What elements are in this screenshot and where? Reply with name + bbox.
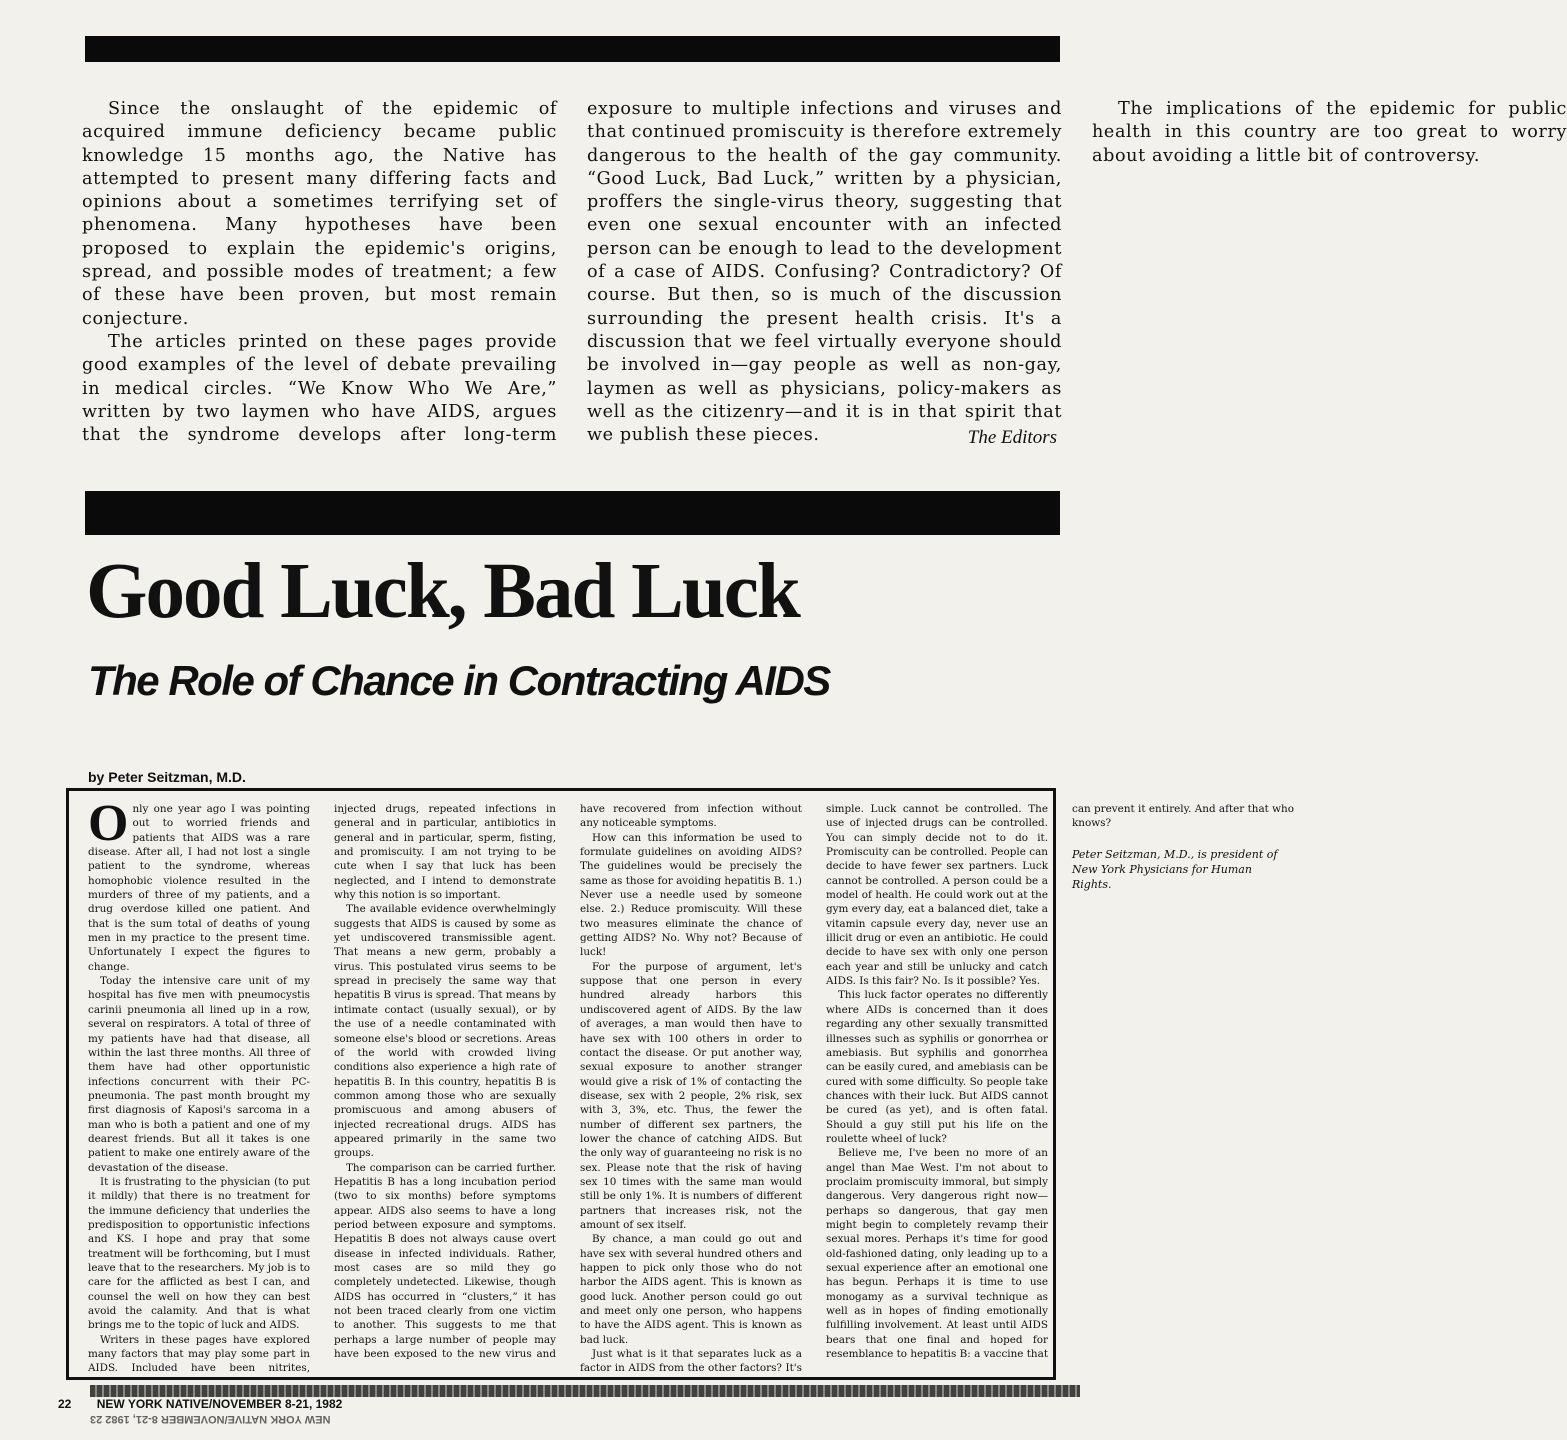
article-paragraph: This luck factor operates no differently where AIDs is concerned than it does regarding any other sexually transmitted illnesses such as syphilis or gonorrhea or amebiasis. But syphilis and gonorrhea can be easily cured, and amebiasis can be cured with some difficulty. So people take chances with their luck. But AIDS cannot be cured (as yet), and is often fatal. Should a guy still put his life on the roulette wheel of luck? xyxy=(826,989,1048,1145)
article-headline: Good Luck, Bad Luck xyxy=(86,548,799,635)
article-paragraph: The comparison can be carried further. Hepatitis B has a long incubation period (two to six months) before symptoms appear. AIDS also seems to have a long period between exposure and symptoms. Hepatitis B does not always cause overt disease in infected individuals. Rather, most cases are so mild they go completely undetected. Likewise, though AIDS has occurred in “clusters,” it has not been traced clearly from one victim to another. This suggests to me that perhaps a large number of people may have been exposed to the new virus and have recovered from infection without any noticeable symptoms. xyxy=(334,803,802,1361)
editors-signature: The Editors xyxy=(967,427,1057,448)
mirrored-footer-text: NEW YORK NATIVE/NOVEMBER 8-21, 1982 23 xyxy=(90,1413,331,1425)
article-paragraph: Just what is it that separates luck as a factor in AIDS from the other factors? It's simple. Luck cannot be controlled. The use of injected drugs can be controlled. You can simply decide not to do it. Promiscuity can be controlled. People can decide to have fewer sex partners. Luck cannot be controlled. A person could be a model of health. He could work out at the gym every day, eat a balanced diet, take a vitamin capsule every day, never use an illicit drug or even an antibiotic. He could decide to have sex with only one person each year and still be unlucky and catch AIDS. Is this fair? No. Is it possible? Yes. xyxy=(580,803,1048,1375)
article-body xyxy=(88,795,1294,1377)
article-paragraph: The available evidence overwhelmingly suggests that AIDS is caused by some as yet undiscovered transmissible agent. That means a new germ, probably a virus. This postulated virus seems to be spread in precisely the same way that hepatitis B virus is spread. That means by intimate contact (usually sexual), or by the use of a needle contaminated with someone else's blood or secretions. Areas of the world with crowded living conditions also experience a high rate of hepatitis B. In this country, hepatitis B is common among those who are sexually promiscuous and among abusers of injected recreational drugs. AIDS has appeared primarily in the same two groups. xyxy=(334,903,556,1160)
article-first-text: nly one year ago I was pointing out to worried friends and patients that AIDS was a rare disease. After all, I had not lost a single patient to the syndrome, whereas homophobic violence resulted in the murders of three of my patients, and a drug overdose killed one patient. And that is the sum total of deaths of young men in my practice to the present time. Unfortunately I expect the figures to change. xyxy=(88,803,310,973)
page-footer xyxy=(58,1397,342,1411)
article-paragraph: How can this information be used to formulate guidelines on avoiding AIDS? The guidelines would be precisely the same as those for avoiding hepatitis B. 1.) Never use a needle used by someone else. 2.) Reduce promiscuity. Will these two measures eliminate the chance of getting AIDS? No. Why not? Because of luck! xyxy=(580,831,802,959)
article-byline: by Peter Seitzman, M.D. xyxy=(88,769,246,785)
publication-line: NEW YORK NATIVE/NOVEMBER 8-21, 1982 xyxy=(96,1397,343,1411)
page-number: 22 xyxy=(58,1397,72,1411)
article-subhead: The Role of Chance in Contracting AIDS xyxy=(88,657,830,704)
drop-cap: O xyxy=(88,795,129,852)
article-paragraph: Today the intensive care unit of my hospital has five men with pneumocystis carinii pneumonia all lined up in a row, several on respirators. A total of three of my patients have had that disease, all within the last three months. All three of them have had other opportunistic infections concurrent with their PC-pneumonia. The past month brought my first diagnosis of Kaposi's sarcoma in a man who is both a patient and one of my dearest friends. But all it takes is one patient to make one entirely aware of the devastation of the disease. xyxy=(88,975,310,1174)
section-rule-bar xyxy=(85,491,1060,535)
footer-scan-strip xyxy=(90,1385,1080,1397)
editors-note xyxy=(82,98,1567,468)
editors-note-paragraph-2: The articles printed on these pages provide good examples of the level of debate prevailing in medical circles. “We Know Who We Are,” written by two laymen who have AIDS, argues that the syndrome develops after long-term exposure to multiple infections and viruses and that continued promiscuity is therefore extremely dangerous to the health of the gay community. “Good Luck, Bad Luck,” written by a physician, proffers the single-virus theory, suggesting that even one sexual encounter with an infected person can be enough to lead to the development of a case of AIDS. Confusing? Contradictory? Of course. But then, so is much of the discussion surrounding the present health crisis. It's a discussion that we feel virtually everyone should be involved in—gay people as well as non-gay, laymen as well as physicians, policy-makers as well as the citizenry—and it is in that spirit that we publish these pieces. xyxy=(82,99,1062,446)
article-paragraph: By chance, a man could go out and have sex with several hundred others and happen to pick only those who do not harbor the AIDS agent. This is known as good luck. Another person could go out and meet only one person, who happens to have the AIDS agent. This is known as bad luck. xyxy=(580,1233,802,1346)
article-paragraph: Writers in these pages have explored many factors that may play some part in AIDS. Included have been nitrites, injected drugs, repeated infections in general and in particular, antibiotics in general and in particular, sperm, fisting, and promiscuity. I am not trying to be cute when I say that luck has been neglected, and I intend to demonstrate why this notion is so important. xyxy=(88,803,556,1375)
editors-note-paragraph-1: Since the onslaught of the epidemic of acquired immune deficiency became public knowledge 15 months ago, the Native has attempted to present many differing facts and opinions about a sometimes terrifying set of phenomena. Many hypotheses have been proposed to explain the epidemic's origins, spread, and possible modes of treatment; a few of these have been proven, but most remain conjecture. xyxy=(82,99,557,329)
author-bio: Peter Seitzman, M.D., is president of New York Physicians for Human Rights. xyxy=(1072,847,1278,891)
editors-note-paragraph-3: The implications of the epidemic for public health in this country are too great to worry about avoiding a little bit of controversy. xyxy=(1092,99,1567,166)
top-rule-bar xyxy=(85,36,1060,62)
article-paragraph: For the purpose of argument, let's suppose that one person in every hundred already harbors this undiscovered agent of AIDS. By the law of averages, a man would then have to have sex with 100 others in order to contact the disease. Or put another way, sexual exposure to another stranger would give a risk of 1% of contacting the disease, sex with 2 people, 2% risk, sex with 3, 3%, etc. Thus, the fewer the number of different sex partners, the lower the chance of catching AIDS. But the only way of guaranteeing no risk is no sex. Please note that the risk of having sex 10 times with the same man would still be only 1%. It is numbers of different partners that increases risk, not the amount of sex itself. xyxy=(580,960,802,1231)
article-paragraph-1 xyxy=(88,795,310,974)
article-paragraph: It is frustrating to the physician (to put it mildly) that there is no treatment for the immune deficiency that underlies the predisposition to opportunistic infections and KS. I hope and pray that some treatment will be forthcoming, but I must leave that to the researchers. My job is to care for the afflicted as best I can, and counsel the well on how they can best avoid the calamity. And that is what brings me to the topic of luck and AIDS. xyxy=(88,1175,310,1332)
article-paragraph: Believe me, I've been no more of an angel than Mae West. I'm not about to proclaim promiscuity immoral, but simply dangerous. Very dangerous right now—perhaps so dangerous, that gay men might begin to completely revamp their sexual mores. Perhaps it's time for good old-fashioned dating, only leading up to a sexual experience after an emotional one has begun. Perhaps it is time to use monogamy as a survival technique as well as in hopes of finding emotionally fulfilling involvement. At least until AIDS bears that one final and hoped for resemblance to hepatitis B: a vaccine that can prevent it entirely. And after that who knows? xyxy=(826,803,1294,1361)
